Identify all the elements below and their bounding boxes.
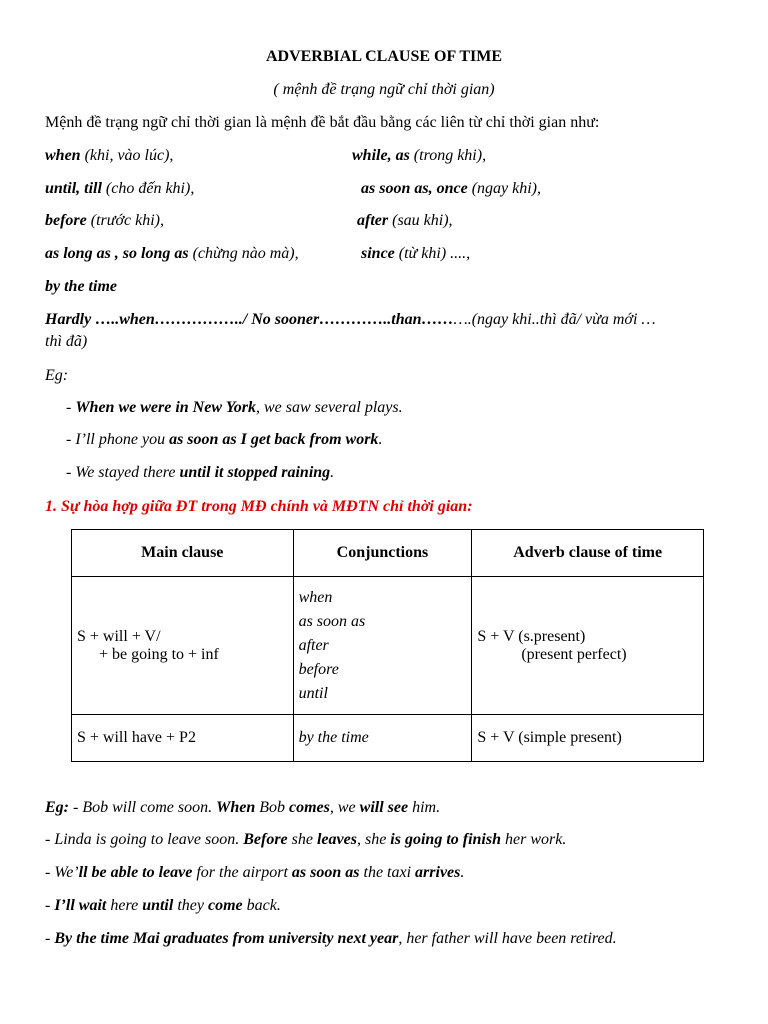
conjunction-term: until, till [45,180,102,197]
conjunction-meaning: (từ khi) ...., [394,245,471,262]
example-sentence: - We’ll be able to leave for the airport as soon as the taxi arrives. [45,864,465,881]
conjunctions-cell [293,577,472,715]
hardly-meaning: ….(ngay khi..thì đã/ vừa mới … [453,311,656,328]
hardly-line-wrap [45,332,87,352]
list-item: when [298,588,333,606]
conjunction-meaning: (trước khi), [86,212,165,229]
conjunction-term: after [357,212,389,229]
by-the-time-term: by the time [45,278,117,295]
conjunction-term: before [45,212,87,229]
list-item: as soon as [298,612,366,630]
conjunction-term: since [361,245,395,262]
conjunction-row [45,211,164,231]
conjunction-term: while, as [352,147,410,164]
hardly-meaning-wrap: thì đã) [45,333,88,350]
conjunction-meaning: (khi, vào lúc), [80,147,174,164]
hardly-line [45,310,656,330]
conjunctions-cell: by the time [293,715,472,762]
conjunction-row [361,179,541,199]
conjunction-row [361,244,470,264]
document-title: ADVERBIAL CLAUSE OF TIME [265,48,503,65]
list-item: before [298,660,339,678]
example-sentence: - By the time Mai graduates from university next year, her father will have been retired. [45,930,617,947]
table-header: Conjunctions [293,530,472,577]
conjunction-term: as long as , so long as [45,245,189,262]
adverb-clause-cell: S + V (s.present) (present perfect) [472,577,704,715]
section-heading: 1. Sự hòa hợp giữa ĐT trong MĐ chính và MĐTN chỉ thời gian: [45,498,473,515]
conjunction-meaning: (trong khi), [409,147,487,164]
table-row [72,577,704,715]
example-sentence: - I’ll wait here until they come back. [45,897,281,914]
table-header-row [72,530,704,577]
main-clause-cell: S + will + V/ + be going to + inf [72,577,294,715]
document-subtitle: ( mệnh đề trạng ngữ chỉ thời gian) [273,81,495,98]
conjunction-meaning: (ngay khi), [467,180,541,197]
tense-agreement-table [71,529,704,762]
eg-label: Eg: [45,367,69,384]
example-sentence: - Linda is going to leave soon. Before she leaves, she is going to finish her work. [45,831,567,848]
table-row [72,715,704,762]
example-sentence: - We stayed there until it stopped raining. [66,464,335,481]
conjunction-row [45,146,173,166]
hardly-structure: Hardly …..when……………../ No sooner…………..than…… [45,311,454,328]
conjunction-meaning: (sau khi), [388,212,453,229]
example-sentence: - I’ll phone you as soon as I get back from work. [66,431,383,448]
example-sentence: - When we were in New York, we saw several plays. [66,399,403,416]
table-header: Main clause [72,530,294,577]
conjunction-meaning: (cho đến khi), [101,180,195,197]
example-sentence: Eg: - Bob will come soon. When Bob comes, we will see him. [45,799,441,816]
list-item: after [298,636,329,654]
conjunction-row [352,146,486,166]
intro-paragraph: Mệnh đề trạng ngữ chỉ thời gian là mệnh đề bắt đầu bằng các liên từ chỉ thời gian như: [45,114,600,131]
conjunction-row [45,179,194,199]
adverb-clause-cell: S + V (simple present) [472,715,704,762]
main-clause-cell: S + will have + P2 [72,715,294,762]
conjunction-meaning: (chừng nào mà), [188,245,299,262]
conjunction-row [45,244,299,264]
table-header: Adverb clause of time [472,530,704,577]
conjunction-term: as soon as, once [361,180,468,197]
list-item: until [298,684,328,702]
conjunction-term: when [45,147,81,164]
conjunction-row [357,211,453,231]
